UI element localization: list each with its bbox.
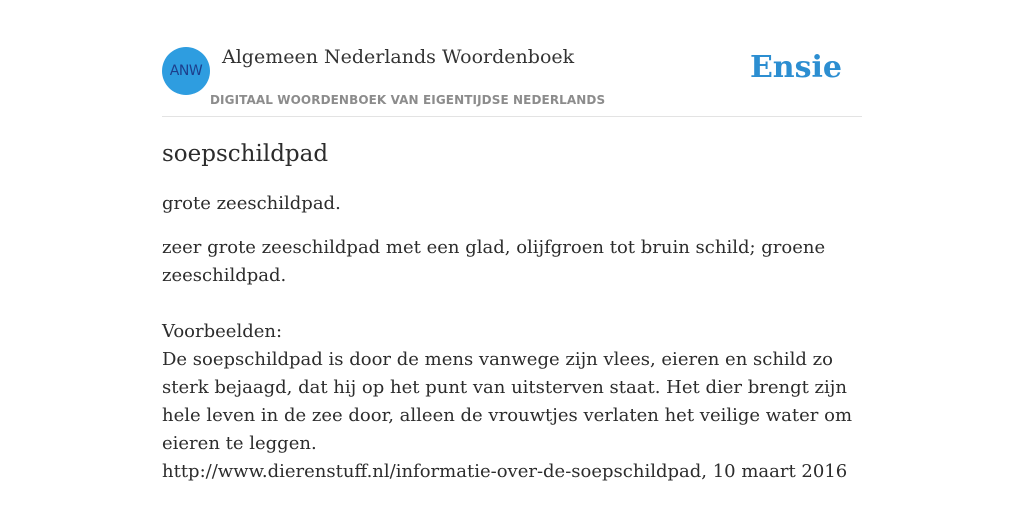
examples-label: Voorbeelden:: [162, 321, 283, 342]
long-definition: zeer grote zeeschildpad met een glad, olijfgroen tot bruin schild; groene zeeschildpad.: [162, 237, 826, 286]
site-subtitle: DIGITAAL WOORDENBOEK VAN EIGENTIJDSE NEDERLANDS: [210, 93, 606, 107]
headword: soepschildpad: [162, 141, 329, 167]
logo-text: ANW: [169, 63, 203, 79]
entry-content: [162, 138, 862, 486]
site-header: [162, 0, 862, 117]
example-source: http://www.dierenstuff.nl/informatie-over-de-soepschildpad, 10 maart 2016: [162, 461, 848, 482]
site-title[interactable]: Algemeen Nederlands Woordenboek: [222, 46, 575, 68]
ensie-brand-logo[interactable]: Ensie: [749, 50, 842, 85]
short-definition: grote zeeschildpad.: [162, 193, 341, 214]
anw-logo[interactable]: [162, 47, 210, 95]
example-text: De soepschildpad is door de mens vanwege zijn vlees, eieren en schild zo sterk bejaagd, dat hij op het punt van uitsterven staat. Het dier brengt zijn hele leven in de zee door, alleen de vrouwtjes verlaten het veilige water om eieren te leggen.: [162, 349, 853, 454]
